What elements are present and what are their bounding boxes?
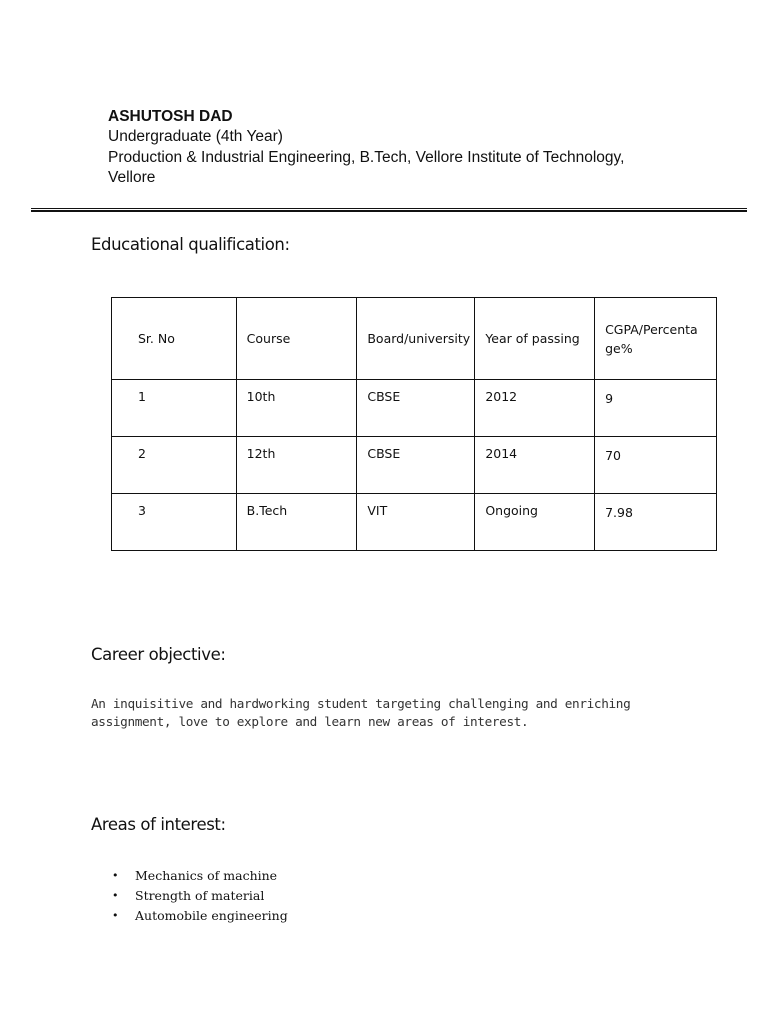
bullet-icon: •	[112, 869, 119, 882]
candidate-name: ASHUTOSH DAD	[108, 108, 233, 125]
column-header-cgpa: CGPA/Percenta ge%	[595, 298, 717, 380]
cell-cgpa: 9	[595, 380, 717, 437]
cell-board: VIT	[357, 494, 475, 551]
cell-sr-no: 2	[112, 437, 237, 494]
career-objective-text: An inquisitive and hardworking student targeting challenging and enriching assignment, love to explore and learn new areas of interest.	[91, 696, 631, 729]
cell-board: CBSE	[357, 437, 475, 494]
bullet-icon: •	[112, 889, 119, 902]
interest-label: Mechanics of machine	[135, 868, 278, 883]
interest-label: Automobile engineering	[135, 908, 288, 923]
header-divider	[31, 208, 747, 212]
interest-label: Strength of material	[135, 888, 265, 903]
interests-list	[110, 866, 288, 926]
column-header-board: Board/university	[357, 298, 475, 380]
column-header-year: Year of passing	[475, 298, 595, 380]
table-row	[112, 494, 717, 551]
cell-course: 12th	[236, 437, 357, 494]
areas-of-interest-heading: Areas of interest:	[91, 815, 226, 834]
degree-program: Production & Industrial Engineering, B.Tech, Vellore Institute of Technology,	[108, 148, 625, 166]
list-item	[110, 906, 288, 926]
list-item	[110, 886, 288, 906]
cell-sr-no: 1	[112, 380, 237, 437]
education-table	[111, 297, 717, 551]
resume-header	[108, 107, 728, 189]
cell-year: 2012	[475, 380, 595, 437]
cell-course: B.Tech	[236, 494, 357, 551]
list-item	[110, 866, 288, 886]
cell-board: CBSE	[357, 380, 475, 437]
cell-year: Ongoing	[475, 494, 595, 551]
column-header-sr-no: Sr. No	[112, 298, 237, 380]
cell-cgpa: 70	[595, 437, 717, 494]
education-status: Undergraduate (4th Year)	[108, 128, 283, 145]
column-header-course: Course	[236, 298, 357, 380]
cell-cgpa: 7.98	[595, 494, 717, 551]
bullet-icon: •	[112, 909, 119, 922]
table-row	[112, 380, 717, 437]
cell-sr-no: 3	[112, 494, 237, 551]
institute-location: Vellore	[108, 169, 156, 186]
table-row	[112, 437, 717, 494]
career-objective-heading: Career objective:	[91, 645, 226, 664]
cell-course: 10th	[236, 380, 357, 437]
table-header-row	[112, 298, 717, 380]
education-heading: Educational qualification:	[91, 235, 290, 254]
cell-year: 2014	[475, 437, 595, 494]
